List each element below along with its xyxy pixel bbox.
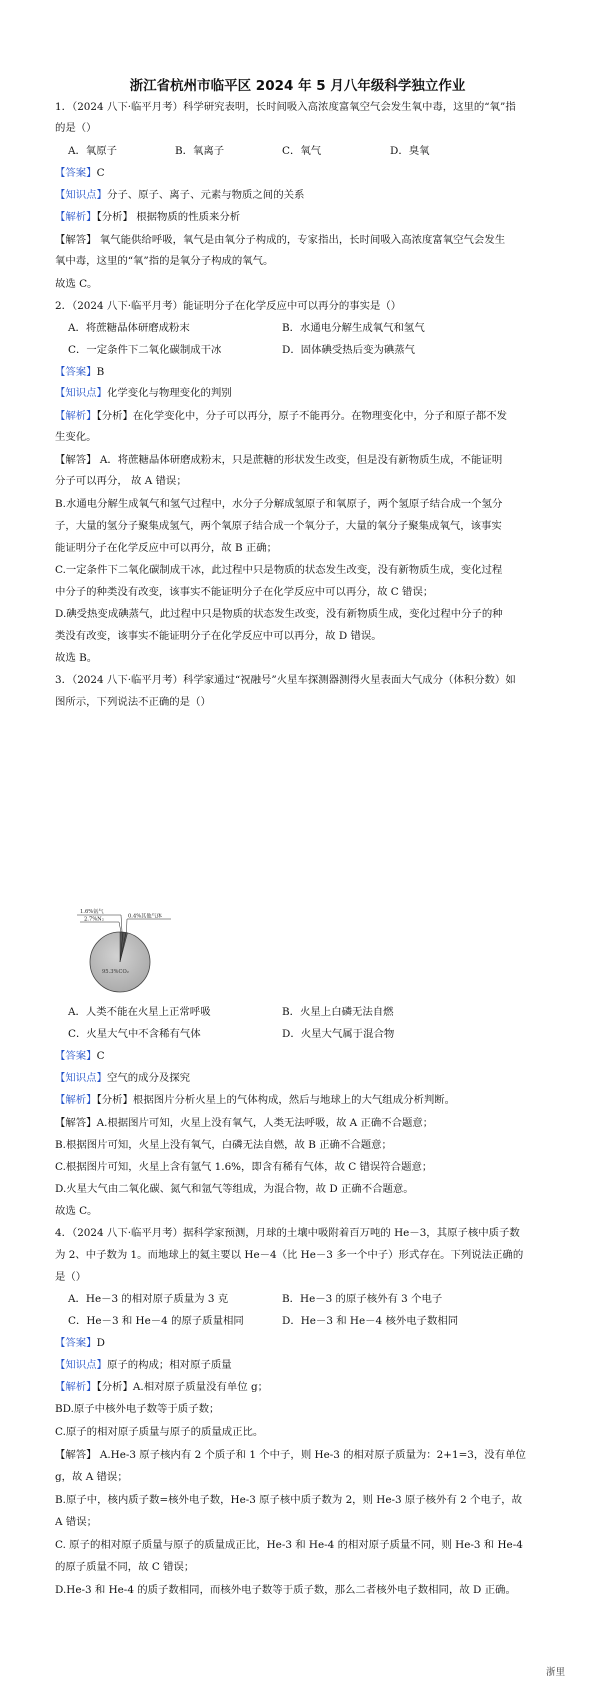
q2-solution-line-3: B.水通电分解生成氧气和氢气过程中，水分子分解成氢原子和氧原子，两个氢原子结合成一个氢分 xyxy=(55,498,503,510)
q1-solution-text: 氧气能供给呼吸，氧气是由氧分子构成的，专家指出，长时间吸入高浓度富氧空气会发生 xyxy=(96,234,506,246)
page-title: 浙江省杭州市临平区 2024 年 5 月八年级科学独立作业 xyxy=(129,78,466,94)
point-tag: 【知识点】 xyxy=(55,387,107,399)
q4-analysis-line-1 xyxy=(55,1380,555,1394)
q1-solution-line-1 xyxy=(55,233,555,247)
q4-solution-line-1 xyxy=(55,1448,555,1462)
q3-analysis: 【分析】根据图片分析火星上的气体构成，然后与地球上的大气组成分析判断。 xyxy=(96,1094,456,1106)
q3-option-c: C．火星大气中不含稀有气体 xyxy=(68,1028,201,1040)
q4-answer-line xyxy=(55,1336,555,1350)
q4-analysis-line-2: BD.原子中核外电子数等于质子数； xyxy=(55,1403,220,1415)
q4-solution-line-7: D.He-3 和 He-4 的质子数相同，而核外电子数等于质子数，那么二者核外电子数相同，故 D 正确。 xyxy=(55,1584,516,1596)
q4-point: 原子的构成；相对原子质量 xyxy=(106,1359,232,1371)
q4-option-c: C．He－3 和 He－4 的原子质量相同 xyxy=(68,1315,244,1327)
q1-option-b: B．氧离子 xyxy=(175,145,225,157)
q4-solution-line-3: B.原子中，核内质子数=核外电子数，He-3 原子核中质子数为 2，则 He-3 原子核外有 2 个电子，故 xyxy=(55,1494,523,1506)
q2-stem: 2．（2024 八下·临平月考）能证明分子在化学反应中可以再分的事实是（） xyxy=(55,300,402,312)
q4-point-line xyxy=(55,1358,555,1372)
q4-solution-line-5: C. 原子的相对原子质量与原子的质量成正比，He-3 和 He-4 的相对原子质量不同，则 He-3 和 He-4 xyxy=(55,1539,523,1551)
q3-solution-line-2: B.根据图片可知，火星上没有氧气，白磷无法自燃，故 B 正确不合题意； xyxy=(55,1139,392,1151)
q4-stem-line-3: 是（） xyxy=(55,1271,87,1283)
q4-solution-text: A.He-3 原子核内有 2 个质子和 1 个中子，则 He-3 的相对原子质量为：2+1=3，没有单位 xyxy=(96,1449,526,1461)
label-co2: 95.3%CO₂ xyxy=(102,969,129,975)
label-leader-other-down xyxy=(127,919,128,933)
label-n2: 2.7%N₂ xyxy=(84,916,104,923)
q4-option-a: A．He－3 的相对原子质量为 3 克 xyxy=(68,1293,229,1305)
q3-solution-line-4: D.火星大气由二氧化碳、氮气和氩气等组成，为混合物，故 D 正确不合题意。 xyxy=(55,1183,414,1195)
q2-analysis-text: 【分析】在化学变化中，分子可以再分，原子不能再分。在物理变化中，分子和原子都不发 xyxy=(96,410,507,422)
q2-solution-line-6: C.一定条件下二氧化碳制成干冰，此过程中只是物质的状态发生改变，没有新物质生成，变化过程 xyxy=(55,564,503,576)
q2-solution-line-8: D.碘受热变成碘蒸气，此过程中只是物质的状态发生改变，没有新物质生成，变化过程中分子的种 xyxy=(55,608,503,620)
q4-solution-line-2: g，故 A 错误； xyxy=(55,1471,128,1483)
solution-tag: 【解答】 xyxy=(55,1449,97,1461)
q3-solution-text: A.根据图片可知，火星上没有氧气，人类无法呼吸，故 A 正确不合题意； xyxy=(96,1117,434,1129)
mars-atmosphere-pie-chart xyxy=(75,904,185,999)
q3-option-a: A．人类不能在火星上正常呼吸 xyxy=(68,1006,211,1018)
point-tag: 【知识点】 xyxy=(55,1072,107,1084)
q2-solution-line-1 xyxy=(55,453,555,467)
label-leader-argon-down xyxy=(121,915,122,932)
q2-option-b: B．水通电分解生成氧气和氢气 xyxy=(282,322,425,334)
point-tag: 【知识点】 xyxy=(55,1359,107,1371)
label-leader-n2-down xyxy=(119,922,121,932)
q4-option-d: D．He－3 和 He－4 核外电子数相同 xyxy=(282,1315,459,1327)
q4-stem-line-2: 为 2、中子数为 1。而地球上的氦主要以 He－4（比 He－3 多一个中子）形式存在。下列说法正确的 xyxy=(55,1249,524,1261)
solution-tag: 【解答】 xyxy=(55,454,97,466)
q2-solution-line-5: 能证明分子在化学反应中可以再分，故 B 正确； xyxy=(55,542,278,554)
q1-option-a: A．氧原子 xyxy=(68,145,118,157)
q2-option-d: D．固体碘受热后变为碘蒸气 xyxy=(282,344,416,356)
q2-option-c: C．一定条件下二氧化碳制成干冰 xyxy=(68,344,222,356)
q1-solution-line-2: 氧中毒，这里的“氧”指的是氧分子构成的氧气。 xyxy=(55,255,274,267)
analysis-tag: 【解析】 xyxy=(55,211,97,223)
label-other-gases: 0.4%其他气体 xyxy=(128,913,162,920)
q1-option-d: D．臭氧 xyxy=(390,145,430,157)
q2-answer: B xyxy=(96,366,105,378)
label-argon: 1.6%氩气 xyxy=(80,909,104,915)
q2-analysis-line-2: 生变化。 xyxy=(55,431,97,443)
answer-tag: 【答案】 xyxy=(55,167,97,179)
q3-answer: C xyxy=(96,1050,105,1062)
q1-answer: C xyxy=(96,167,105,179)
answer-tag: 【答案】 xyxy=(55,366,97,378)
q3-option-b: B．火星上白磷无法自燃 xyxy=(282,1006,394,1018)
q3-point: 空气的成分及探究 xyxy=(106,1072,191,1084)
q2-solution-line-4: 子，大量的氢分子聚集成氢气，两个氧原子结合成一个氧分子，大量的氧分子聚集成氧气，该事实 xyxy=(55,520,502,532)
q1-analysis: 【分析】 根据物质的性质来分析 xyxy=(96,211,241,223)
answer-tag: 【答案】 xyxy=(55,1337,97,1349)
q2-answer-line xyxy=(55,365,555,379)
q4-solution-line-6: 的原子质量不同，故 C 错误； xyxy=(55,1561,195,1573)
q3-point-line xyxy=(55,1071,555,1085)
q1-stem-line-1: 1．（2024 八下·临平月考）科学研究表明，长时间吸入高浓度富氧空气会发生氧中毒，这里的“氧”指 xyxy=(55,101,516,113)
q3-analysis-line xyxy=(55,1093,555,1107)
q1-analysis-line xyxy=(55,210,555,224)
q2-solution-text: A．将蔗糖晶体研磨成粉末，只是蔗糖的形状发生改变，但是没有新物质生成，不能证明 xyxy=(96,454,503,466)
q3-solution-line-5: 故选 C。 xyxy=(55,1205,98,1217)
q2-solution-line-2: 分子可以再分， 故 A 错误； xyxy=(55,475,187,487)
page-footer: 浙里 xyxy=(545,1667,565,1678)
solution-tag: 【解答】 xyxy=(55,1117,97,1129)
q1-stem-line-2: 的是（） xyxy=(55,122,97,134)
q3-stem-line-1: 3．（2024 八下·临平月考）科学家通过“祝融号”火星车探测器测得火星表面大气成分（体积分数）如 xyxy=(55,674,516,686)
q4-stem-line-1: 4．（2024 八下·临平月考）据科学家预测，月球的土壤中吸附着百万吨的 He－3，其原子核中质子数 xyxy=(55,1227,520,1239)
q1-point: 分子、原子、离子、元素与物质之间的关系 xyxy=(106,189,305,201)
answer-tag: 【答案】 xyxy=(55,1050,97,1062)
q2-solution-line-7: 中分子的种类没有改变，该事实不能证明分子在化学反应中可以再分，故 C 错误； xyxy=(55,586,434,598)
q4-analysis-text: 【分析】A.相对原子质量没有单位 g； xyxy=(96,1381,268,1393)
q2-solution-line-10: 故选 B。 xyxy=(55,652,98,664)
q1-solution-line-3: 故选 C。 xyxy=(55,278,98,290)
q3-stem-line-2: 图所示，下列说法不正确的是（） xyxy=(55,696,211,708)
q3-answer-line xyxy=(55,1049,555,1063)
q4-analysis-line-3: C.原子的相对原子质量与原子的质量成正比。 xyxy=(55,1426,264,1438)
q4-answer: D xyxy=(96,1337,105,1349)
solution-tag: 【解答】 xyxy=(55,234,97,246)
analysis-tag: 【解析】 xyxy=(55,1094,97,1106)
q3-solution-line-3: C.根据图片可知，火星上含有氩气 1.6%，即含有稀有气体，故 C 错误符合题意； xyxy=(55,1161,433,1173)
analysis-tag: 【解析】 xyxy=(55,1381,97,1393)
q1-point-line xyxy=(55,188,555,202)
q2-analysis-line-1 xyxy=(55,409,555,423)
q2-point: 化学变化与物理变化的判别 xyxy=(106,387,232,399)
q2-solution-line-9: 类没有改变，该事实不能证明分子在化学反应中可以再分，故 D 错误。 xyxy=(55,630,382,642)
q1-answer-line xyxy=(55,166,555,180)
q4-solution-line-4: A 错误； xyxy=(55,1516,97,1528)
point-tag: 【知识点】 xyxy=(55,189,107,201)
q2-option-a: A．将蔗糖晶体研磨成粉末 xyxy=(68,322,190,334)
analysis-tag: 【解析】 xyxy=(55,410,97,422)
q2-point-line xyxy=(55,386,555,400)
q1-option-c: C．氧气 xyxy=(282,145,322,157)
q3-option-d: D．火星大气属于混合物 xyxy=(282,1028,395,1040)
q4-option-b: B．He－3 的原子核外有 3 个电子 xyxy=(282,1293,443,1305)
q3-solution-line-1 xyxy=(55,1116,555,1130)
